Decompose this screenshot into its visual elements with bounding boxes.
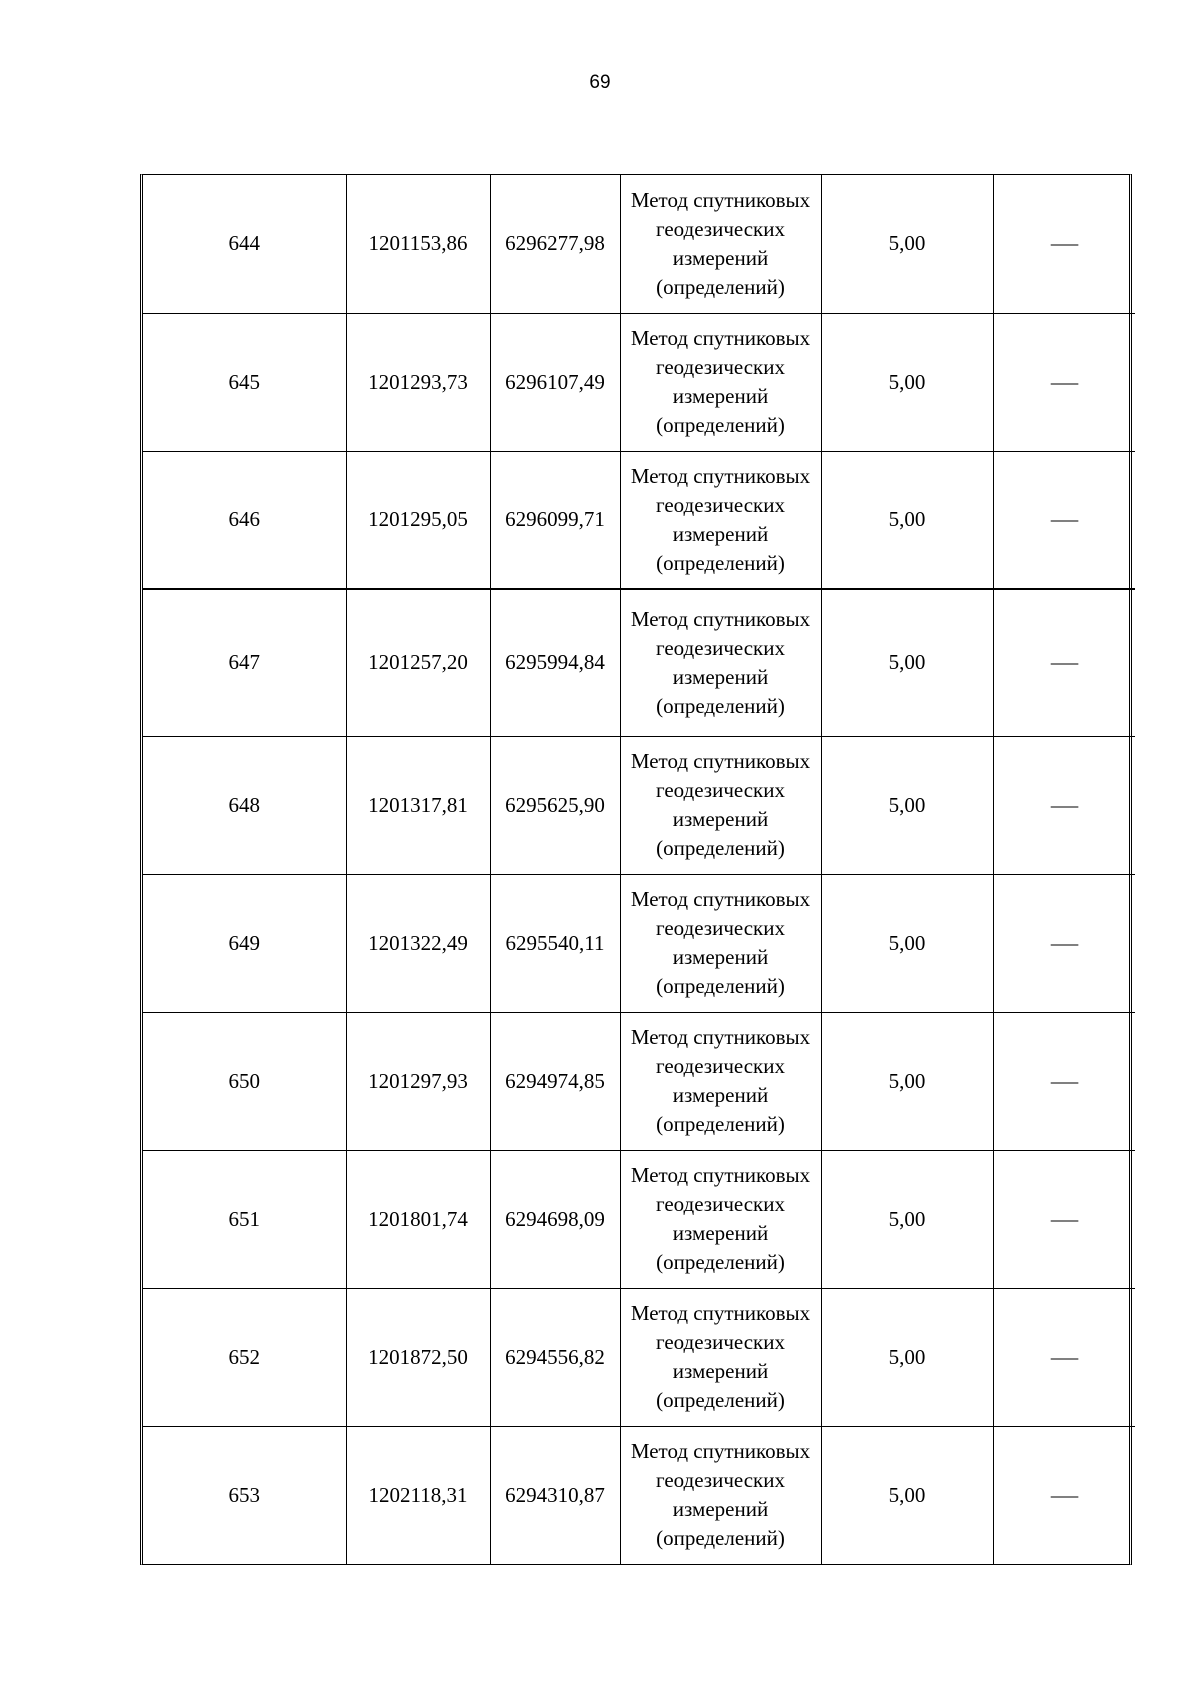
note-cell [993, 313, 1135, 451]
y-coordinate-text: 6295994,84 [505, 650, 605, 675]
method-text: Метод спутниковых геодезических измерений (определений) [630, 187, 811, 299]
x-coordinate-cell [346, 1012, 490, 1150]
method-cell [620, 1426, 821, 1564]
accuracy-cell [821, 175, 993, 313]
y-coordinate-cell [490, 451, 620, 589]
y-coordinate-cell [490, 1012, 620, 1150]
y-coordinate-text: 6294310,87 [505, 1482, 605, 1507]
x-coordinate-text: 1201293,73 [368, 369, 468, 394]
accuracy-cell [821, 1012, 993, 1150]
dash-text: — [1050, 930, 1078, 955]
dash-text: — [1050, 231, 1078, 256]
point-number-cell [143, 736, 346, 874]
x-coordinate-cell [346, 313, 490, 451]
y-coordinate-text: 6294556,82 [505, 1344, 605, 1369]
table-row [143, 736, 1135, 874]
x-coordinate-cell [346, 736, 490, 874]
dash-text: — [1050, 1344, 1078, 1369]
point-number-cell [143, 175, 346, 313]
accuracy-text: 5,00 [888, 1068, 926, 1093]
point-number-text: 650 [228, 1068, 260, 1093]
accuracy-cell [821, 451, 993, 589]
y-coordinate-cell [490, 1288, 620, 1426]
x-coordinate-text: 1201295,05 [368, 507, 468, 532]
method-cell [620, 1150, 821, 1288]
point-number-text: 651 [228, 1206, 260, 1231]
method-text: Метод спутниковых геодезических измерений (определений) [630, 1025, 811, 1136]
dash-text: — [1050, 369, 1078, 394]
accuracy-text: 5,00 [888, 231, 926, 256]
method-text: Метод спутниковых геодезических измерений (определений) [630, 463, 811, 575]
x-coordinate-text: 1201322,49 [368, 930, 468, 955]
dash-text: — [1050, 1482, 1078, 1507]
accuracy-text: 5,00 [888, 1206, 926, 1231]
method-text: Метод спутниковых геодезических измерений (определений) [630, 606, 811, 718]
x-coordinate-cell [346, 1426, 490, 1564]
note-cell [993, 874, 1135, 1012]
method-cell [620, 589, 821, 736]
table-row [143, 1426, 1135, 1564]
y-coordinate-text: 6294698,09 [505, 1206, 605, 1231]
accuracy-cell [821, 874, 993, 1012]
table-row [143, 313, 1135, 451]
point-number-text: 648 [228, 792, 260, 817]
note-cell [993, 1288, 1135, 1426]
x-coordinate-text: 1201257,20 [368, 650, 468, 675]
method-cell [620, 1288, 821, 1426]
point-number-cell [143, 451, 346, 589]
x-coordinate-cell [346, 451, 490, 589]
point-number-cell [143, 1426, 346, 1564]
table-row [143, 1288, 1135, 1426]
method-text: Метод спутниковых геодезических измерений (определений) [630, 1439, 811, 1551]
x-coordinate-cell [346, 1150, 490, 1288]
x-coordinate-cell [346, 175, 490, 313]
y-coordinate-text: 6296107,49 [505, 369, 605, 394]
point-number-cell [143, 874, 346, 1012]
dash-text: — [1050, 650, 1078, 675]
coordinates-table [140, 174, 1132, 1565]
point-number-cell [143, 1150, 346, 1288]
y-coordinate-text: 6295625,90 [505, 792, 605, 817]
point-number-text: 653 [228, 1482, 260, 1507]
method-cell [620, 874, 821, 1012]
method-cell [620, 736, 821, 874]
method-text: Метод спутниковых геодезических измерений (определений) [630, 326, 811, 437]
y-coordinate-text: 6296099,71 [505, 507, 605, 532]
point-number-text: 645 [228, 369, 260, 394]
point-number-text: 646 [228, 507, 260, 532]
y-coordinate-cell [490, 589, 620, 736]
y-coordinate-cell [490, 874, 620, 1012]
accuracy-text: 5,00 [888, 507, 926, 532]
accuracy-text: 5,00 [888, 1344, 926, 1369]
accuracy-text: 5,00 [888, 1482, 926, 1507]
point-number-text: 652 [228, 1344, 260, 1369]
note-cell [993, 736, 1135, 874]
table-row [143, 1012, 1135, 1150]
x-coordinate-text: 1201801,74 [368, 1206, 468, 1231]
accuracy-text: 5,00 [888, 650, 926, 675]
table-row [143, 589, 1135, 736]
method-text: Метод спутниковых геодезических измерений (определений) [630, 1163, 811, 1274]
x-coordinate-text: 1201297,93 [368, 1068, 468, 1093]
y-coordinate-cell [490, 736, 620, 874]
x-coordinate-text: 1202118,31 [368, 1482, 468, 1507]
note-cell [993, 451, 1135, 589]
note-cell [993, 1426, 1135, 1564]
method-text: Метод спутниковых геодезических измерений (определений) [630, 749, 811, 860]
note-cell [993, 1012, 1135, 1150]
method-cell [620, 451, 821, 589]
y-coordinate-cell [490, 1426, 620, 1564]
method-cell [620, 1012, 821, 1150]
point-number-text: 649 [228, 930, 260, 955]
x-coordinate-text: 1201317,81 [368, 792, 468, 817]
x-coordinate-text: 1201872,50 [368, 1344, 468, 1369]
accuracy-cell [821, 589, 993, 736]
y-coordinate-cell [490, 1150, 620, 1288]
x-coordinate-cell [346, 874, 490, 1012]
note-cell [993, 1150, 1135, 1288]
y-coordinate-cell [490, 313, 620, 451]
y-coordinate-text: 6296277,98 [505, 231, 605, 256]
y-coordinate-text: 6294974,85 [505, 1068, 605, 1093]
dash-text: — [1050, 1068, 1078, 1093]
point-number-cell [143, 589, 346, 736]
dash-text: — [1050, 1206, 1078, 1231]
page-number: 69 [589, 72, 611, 93]
method-cell [620, 175, 821, 313]
x-coordinate-text: 1201153,86 [368, 231, 468, 256]
method-text: Метод спутниковых геодезических измерений (определений) [630, 887, 811, 998]
accuracy-cell [821, 1150, 993, 1288]
point-number-cell [143, 313, 346, 451]
point-number-text: 647 [228, 650, 260, 675]
accuracy-cell [821, 1288, 993, 1426]
accuracy-cell [821, 1426, 993, 1564]
note-cell [993, 589, 1135, 736]
point-number-cell [143, 1012, 346, 1150]
point-number-text: 644 [228, 231, 260, 256]
table-row [143, 451, 1135, 589]
accuracy-cell [821, 313, 993, 451]
point-number-cell [143, 1288, 346, 1426]
table-row [143, 1150, 1135, 1288]
x-coordinate-cell [346, 1288, 490, 1426]
table-row [143, 874, 1135, 1012]
y-coordinate-text: 6295540,11 [505, 930, 605, 955]
y-coordinate-cell [490, 175, 620, 313]
x-coordinate-cell [346, 589, 490, 736]
note-cell [993, 175, 1135, 313]
accuracy-text: 5,00 [888, 792, 926, 817]
method-cell [620, 313, 821, 451]
table-row [143, 175, 1135, 313]
accuracy-cell [821, 736, 993, 874]
accuracy-text: 5,00 [888, 930, 926, 955]
dash-text: — [1050, 507, 1078, 532]
dash-text: — [1050, 792, 1078, 817]
method-text: Метод спутниковых геодезических измерений (определений) [630, 1301, 811, 1412]
accuracy-text: 5,00 [888, 369, 926, 394]
